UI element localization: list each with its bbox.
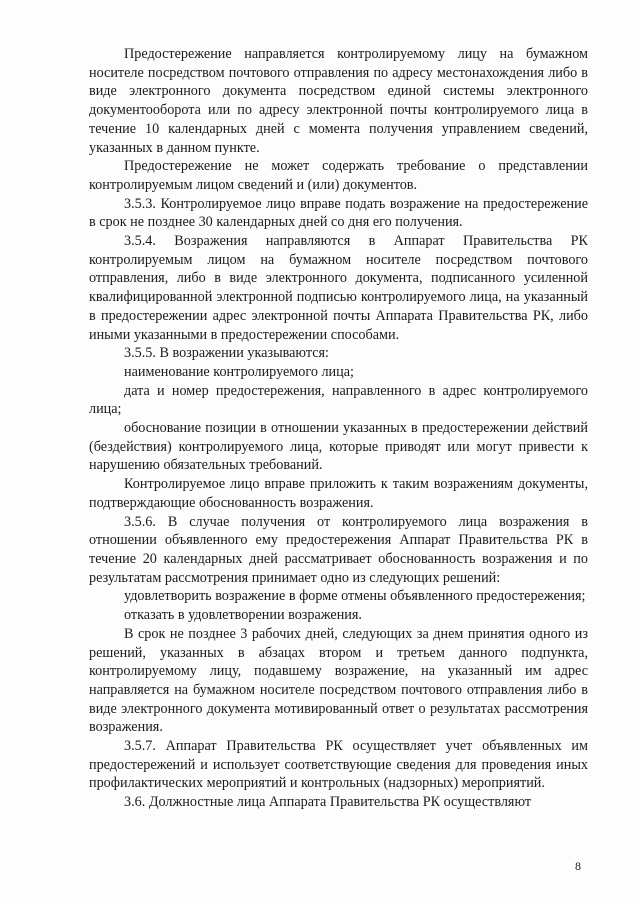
- paragraph-3-6: 3.6. Должностные лица Аппарата Правительства РК осуществляют: [124, 794, 532, 811]
- paragraph-warning-content: Предостережение не может содержать требование о представлении контролируемым лицом сведений и (или) документов.: [89, 158, 588, 193]
- page-number: 8: [575, 859, 581, 873]
- paragraph-3-5-7: 3.5.7. Аппарат Правительства РК осуществляет учет объявленных им предостережений и использует соответствующие сведения для проведения иных профилактических мероприятий и контрольных (надзорных) мероприятий.: [89, 738, 588, 792]
- decision-refuse: отказать в удовлетворении возражения.: [124, 607, 362, 624]
- paragraph-warning-delivery: Предостережение направляется контролируемому лицу на бумажном носителе посредством почтового отправления по адресу местонахождения либо в виде электронного документа посредством единой системы электронного документооборота или по адресу электронной почты контролируемого лица в течение 10 календарных дней с момента получения управлением сведений, указанных в данном пункте.: [89, 46, 588, 156]
- list-item-date-number: дата и номер предостережения, направленного в адрес контролируемого лица;: [89, 382, 588, 418]
- paragraph-3-5-6: 3.5.6. В случае получения от контролируемого лица возражения в отношении объявленного ему предостережения Аппарат Правительства РК в течение 20 календарных дней рассматривает обоснованность возражения и по результатам рассмотрения принимает одно из следующих решений:: [89, 513, 588, 586]
- decision-satisfy: удовлетворить возражение в форме отмены объявленного предостережения;: [124, 588, 586, 605]
- document-body: [89, 45, 588, 812]
- paragraph-response-deadline: В срок не позднее 3 рабочих дней, следующих за днем принятия одного из решений, указанных в абзацах втором и третьем данного подпункта, контролируемому лицу, подавшему возражение, на указанный им адрес направляется на бумажном носителе посредством почтового отправления либо в виде электронного документа мотивированный ответ о результатах рассмотрения возражения.: [89, 625, 588, 736]
- paragraph-3-5-4: 3.5.4. Возражения направляются в Аппарат Правительства РК контролируемым лицом на бумажном носителе посредством почтового отправления, либо в виде электронного документа, подписанного усиленной квалифицированной электронной подписью контролируемого лица, на указанный в предостережении адрес электронной почты Аппарата Правительства РК, либо иными указанными в предостережении способами.: [89, 233, 588, 343]
- paragraph-attachments: Контролируемое лицо вправе приложить к таким возражениям документы, подтверждающие обоснованность возражения.: [89, 476, 588, 511]
- paragraph-3-5-5: 3.5.5. В возражении указываются:: [124, 345, 329, 362]
- list-item-name: наименование контролируемого лица;: [124, 363, 354, 380]
- paragraph-3-5-3: 3.5.3. Контролируемое лицо вправе подать возражение на предостережение в срок не позднее 30 календарных дней со дня его получения.: [89, 195, 588, 231]
- list-item-justification: обоснование позиции в отношении указанных в предостережении действий (бездействия) контролируемого лица, которые приводят или могут привести к нарушению обязательных требований.: [89, 420, 588, 474]
